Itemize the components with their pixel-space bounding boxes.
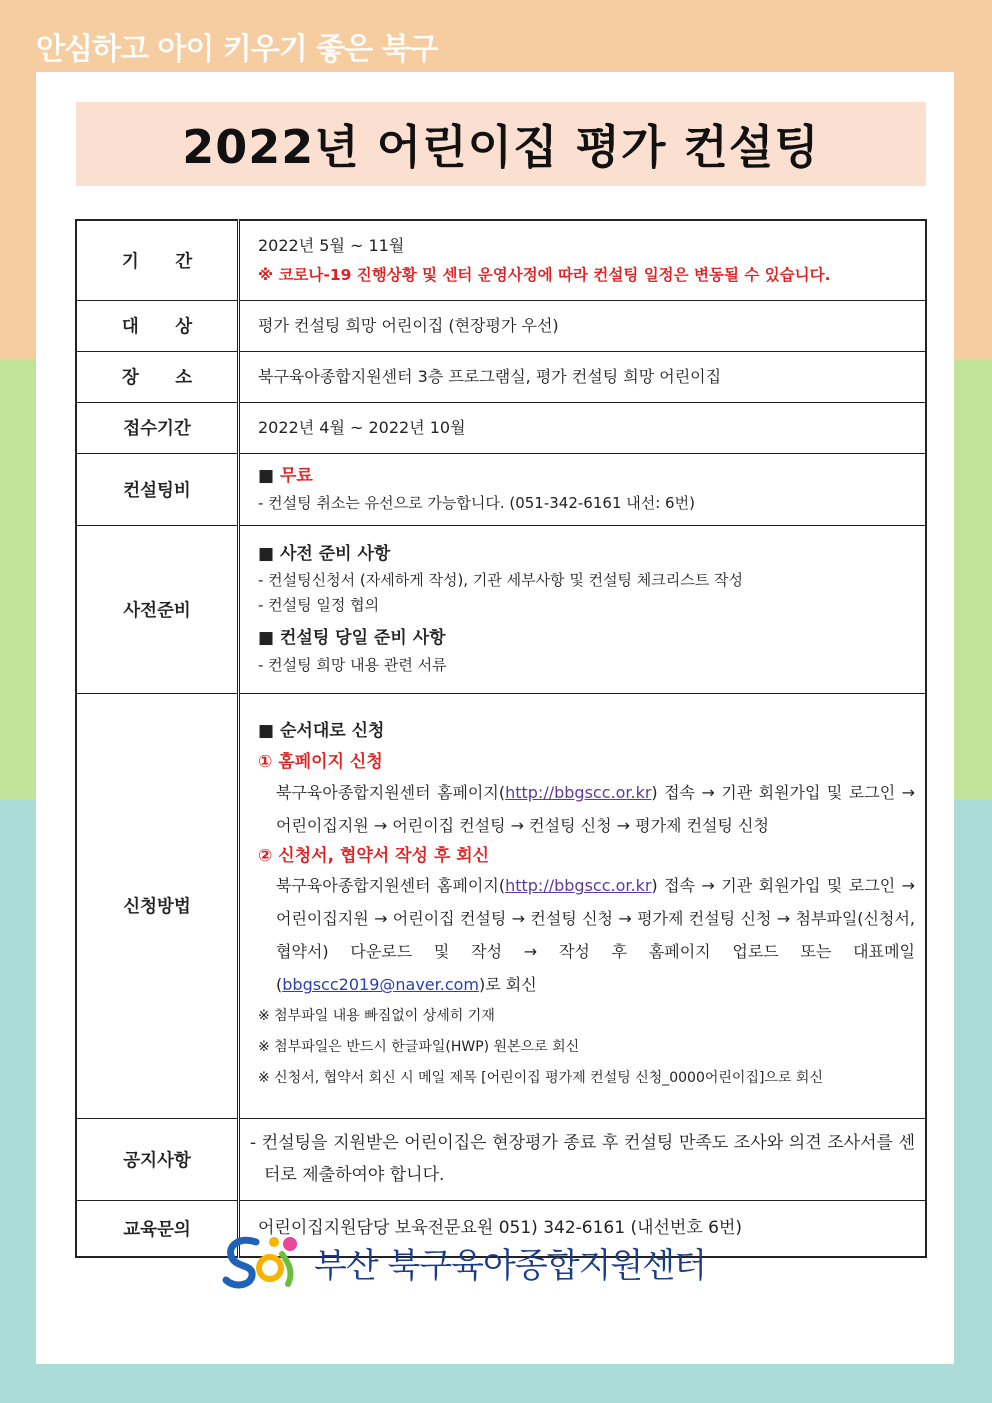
title-banner	[76, 102, 926, 186]
homepage-link[interactable]: http://bbgscc.or.kr	[505, 782, 652, 802]
row-fee	[76, 453, 926, 525]
apply-note: ※ 신청서, 협약서 회신 시 메일 제목 [어린이집 평가제 컨설팅 신청_0000어린이집]으로 회신	[258, 1070, 823, 1087]
row-place	[76, 351, 926, 402]
period-dates: 2022년 5월 ~ 11월	[258, 235, 405, 255]
label-contact: 교육문의	[76, 1200, 239, 1257]
row-target	[76, 300, 926, 351]
prep-item: - 컨설팅 일정 협의	[258, 595, 380, 614]
fee-bullet: ■	[258, 466, 275, 486]
apply-heading: ■ 순서대로 신청	[258, 720, 385, 741]
apply-step2-title: ② 신청서, 협약서 작성 후 회신	[258, 845, 490, 866]
label-apply: 신청방법	[76, 693, 239, 1118]
prep-heading-1: ■ 사전 준비 사항	[258, 543, 391, 564]
fee-cancel: - 컨설팅 취소는 유선으로 가능합니다. (051-342-6161 내선: 6번)	[258, 493, 695, 512]
target-text: 평가 컨설팅 희망 어린이집 (현장평가 우선)	[239, 300, 927, 351]
row-prep	[76, 525, 926, 693]
row-apply	[76, 693, 926, 1118]
label-target: 대 상	[76, 300, 239, 351]
apply-note: ※ 첨부파일 내용 빠짐없이 상세히 기재	[258, 1008, 495, 1025]
label-fee: 컨설팅비	[76, 453, 239, 525]
label-period: 기 간	[76, 220, 239, 300]
apply-step2-body: 북구육아종합지원센터 홈페이지(http://bbgscc.or.kr) 접속 → 기관 회원가입 및 로그인 → 어린이집지원 → 어린이집 컨설팅 → 컨설팅 신청 → 평가제 컨설팅 신청 → 첨부파일(신청서, 협약서) 다운로드 및 작성 → 작성 후 홈페이지 업로드 또는 대표메일(bbgscc2019@naver.com)로 회신	[276, 876, 915, 995]
label-place: 장 소	[76, 351, 239, 402]
fee-free: 무료	[279, 466, 313, 486]
apply-step1-title: ① 홈페이지 신청	[258, 752, 383, 773]
label-reception: 접수기간	[76, 402, 239, 453]
row-period	[76, 220, 926, 300]
apply-note: ※ 첨부파일은 반드시 한글파일(HWP) 원본으로 회신	[258, 1039, 580, 1056]
label-notice: 공지사항	[76, 1118, 239, 1200]
poster-sheet	[36, 72, 954, 1364]
period-notice: ※ 코로나-19 진행상황 및 센터 운영사정에 따라 컨설팅 일정은 변동될 수 있습니다.	[258, 265, 831, 284]
footer	[222, 1232, 706, 1292]
page-title: 2022년 어린이집 평가 컨설팅	[182, 120, 820, 174]
row-notice	[76, 1118, 926, 1200]
prep-heading-2: ■ 컨설팅 당일 준비 사항	[258, 628, 446, 649]
homepage-link[interactable]: http://bbgscc.or.kr	[505, 876, 652, 896]
prep-item: - 컨설팅 희망 내용 관련 서류	[258, 655, 447, 674]
notice-text: - 컨설팅을 지원받은 어린이집은 현장평가 종료 후 컨설팅 만족도 조사와 의견 조사서를 센터로 제출하여야 합니다.	[250, 1133, 915, 1185]
email-link[interactable]: bbgscc2019@naver.com	[282, 975, 479, 995]
footer-org-name: 부산 북구육아종합지원센터	[314, 1245, 706, 1286]
slogan: 안심하고 아이 키우기 좋은 북구	[36, 32, 438, 67]
contact-text: 어린이집지원담당 보육전문요원 051) 342-6161 (내선번호 6번)	[239, 1200, 927, 1257]
prep-item: - 컨설팅신청서 (자세하게 작성), 기관 세부사항 및 컨설팅 체크리스트 작성	[258, 571, 744, 590]
apply-step1-body: 북구육아종합지원센터 홈페이지(http://bbgscc.or.kr) 접속 → 기관 회원가입 및 로그인 → 어린이집지원 → 어린이집 컨설팅 → 컨설팅 신청 → 평가제 컨설팅 신청	[276, 782, 915, 835]
place-text: 북구육아종합지원센터 3층 프로그램실, 평가 컨설팅 희망 어린이집	[239, 351, 927, 402]
info-table	[75, 219, 927, 1258]
reception-text: 2022년 4월 ~ 2022년 10월	[239, 402, 927, 453]
label-prep: 사전준비	[76, 525, 239, 693]
center-logo-icon	[222, 1232, 302, 1292]
row-reception	[76, 402, 926, 453]
